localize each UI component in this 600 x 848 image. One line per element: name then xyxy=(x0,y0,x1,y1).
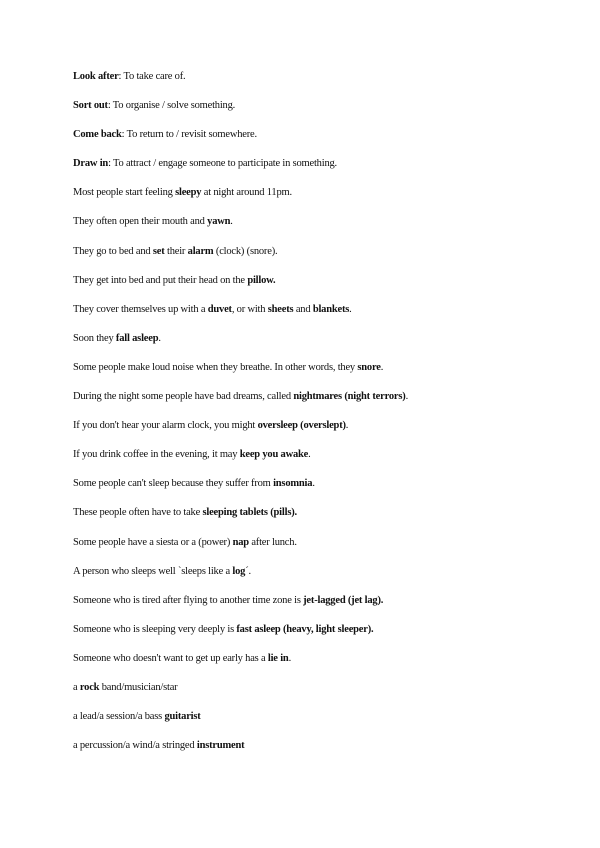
text-span: : To organise / solve something. xyxy=(107,100,236,112)
text-span: . xyxy=(308,449,311,461)
text-line xyxy=(73,535,573,564)
text-span: Most people start feeling xyxy=(73,187,176,199)
bold-term: Look after xyxy=(73,71,119,82)
text-line xyxy=(73,651,573,680)
text-span: If you don't hear your alarm clock, you might xyxy=(73,420,258,432)
bold-term: alarm xyxy=(187,245,214,257)
bold-term: jet-lagged (jet lag). xyxy=(303,594,384,606)
text-span: and xyxy=(293,303,313,315)
text-span: During the night some people have bad dreams, called xyxy=(73,391,294,403)
text-span: (clock) (snore). xyxy=(213,245,278,257)
bold-term: oversleep (overslept) xyxy=(257,420,346,432)
text-line xyxy=(73,709,573,738)
bold-term: guitarist xyxy=(164,711,201,723)
bold-term: Draw in xyxy=(73,158,109,170)
bold-term: fall asleep xyxy=(115,332,159,344)
text-span: . xyxy=(288,652,291,664)
text-span: Some people make loud noise when they breathe. In other words, they xyxy=(73,361,358,373)
text-span: Someone who is tired after flying to another time zone is xyxy=(73,594,304,606)
bold-term: rock xyxy=(79,681,100,693)
bold-term: set xyxy=(152,245,165,257)
text-span: . xyxy=(158,332,161,344)
text-span: A person who sleeps well `sleeps like a xyxy=(73,565,233,577)
bold-term: insomnia xyxy=(273,478,313,490)
bold-term: duvet xyxy=(207,303,232,315)
text-span: They often open their mouth and xyxy=(73,216,208,228)
bold-term: snore xyxy=(357,361,381,373)
text-line xyxy=(73,331,573,360)
bold-term: sleeping tablets (pills). xyxy=(202,507,297,519)
bold-term: sleepy xyxy=(175,187,202,199)
text-span: . xyxy=(230,216,233,228)
bold-term: blankets xyxy=(312,303,350,315)
text-span: They go to bed and xyxy=(73,245,153,257)
text-line xyxy=(73,447,573,476)
text-line xyxy=(73,98,573,127)
text-span: a xyxy=(73,681,80,693)
text-span: : To take care of. xyxy=(118,71,186,82)
text-line xyxy=(73,302,573,331)
bold-term: nightmares (night terrors) xyxy=(293,391,406,403)
vocabulary-text xyxy=(73,69,573,767)
text-line xyxy=(73,214,573,243)
text-line xyxy=(73,273,573,302)
text-span: . xyxy=(345,420,349,432)
text-span: , or with xyxy=(231,303,268,315)
text-span: a percussion/a wind/a stringed xyxy=(73,740,197,752)
bold-term: yawn xyxy=(207,216,231,228)
text-span: If you drink coffee in the evening, it may xyxy=(73,449,240,461)
text-span: : To return to / revisit somewhere. xyxy=(121,129,257,141)
text-line xyxy=(73,564,573,593)
text-span: Soon they xyxy=(73,332,116,344)
bold-term: nap xyxy=(232,536,249,548)
text-span: a lead/a session/a bass xyxy=(73,711,165,723)
text-line xyxy=(73,360,573,389)
text-span: after lunch. xyxy=(248,536,297,548)
text-span: . xyxy=(349,303,352,315)
text-line xyxy=(73,418,573,447)
text-line xyxy=(73,738,573,767)
text-span: They get into bed and put their head on the xyxy=(73,274,248,286)
text-span: : To attract / engage someone to participate in something. xyxy=(108,158,337,170)
text-span: Some people can't sleep because they suffer from xyxy=(73,478,274,490)
bold-term: Sort out xyxy=(73,100,108,112)
bold-term: sheets xyxy=(267,303,294,315)
text-line xyxy=(73,505,573,534)
text-span: ´. xyxy=(245,565,251,577)
text-line xyxy=(73,622,573,651)
bold-term: Come back xyxy=(73,129,122,141)
text-line xyxy=(73,593,573,622)
text-span: They cover themselves up with a xyxy=(73,303,208,315)
text-span: at night around 11pm. xyxy=(201,187,292,199)
text-line xyxy=(73,389,573,418)
text-line xyxy=(73,156,573,185)
text-span: band/musician/star xyxy=(99,681,178,693)
text-span: Some people have a siesta or a (power) xyxy=(73,536,233,548)
text-span: Someone who is sleeping very deeply is xyxy=(73,623,237,635)
text-line xyxy=(73,127,573,156)
text-span: their xyxy=(164,245,188,257)
bold-term: fast asleep (heavy, light sleeper). xyxy=(236,623,374,635)
text-span: . xyxy=(380,361,384,373)
text-span: . xyxy=(405,391,409,403)
text-line xyxy=(73,680,573,709)
text-span: These people often have to take xyxy=(73,507,203,519)
text-line xyxy=(73,476,573,505)
bold-term: keep you awake xyxy=(239,449,309,461)
text-span: . xyxy=(312,478,315,490)
text-span: Someone who doesn't want to get up early has a xyxy=(73,652,268,664)
text-line xyxy=(73,69,573,98)
bold-term: lie in xyxy=(267,652,289,664)
text-line xyxy=(73,244,573,273)
bold-term: log xyxy=(232,565,246,577)
bold-term: instrument xyxy=(196,740,245,752)
bold-term: pillow. xyxy=(247,274,276,286)
text-line xyxy=(73,185,573,214)
